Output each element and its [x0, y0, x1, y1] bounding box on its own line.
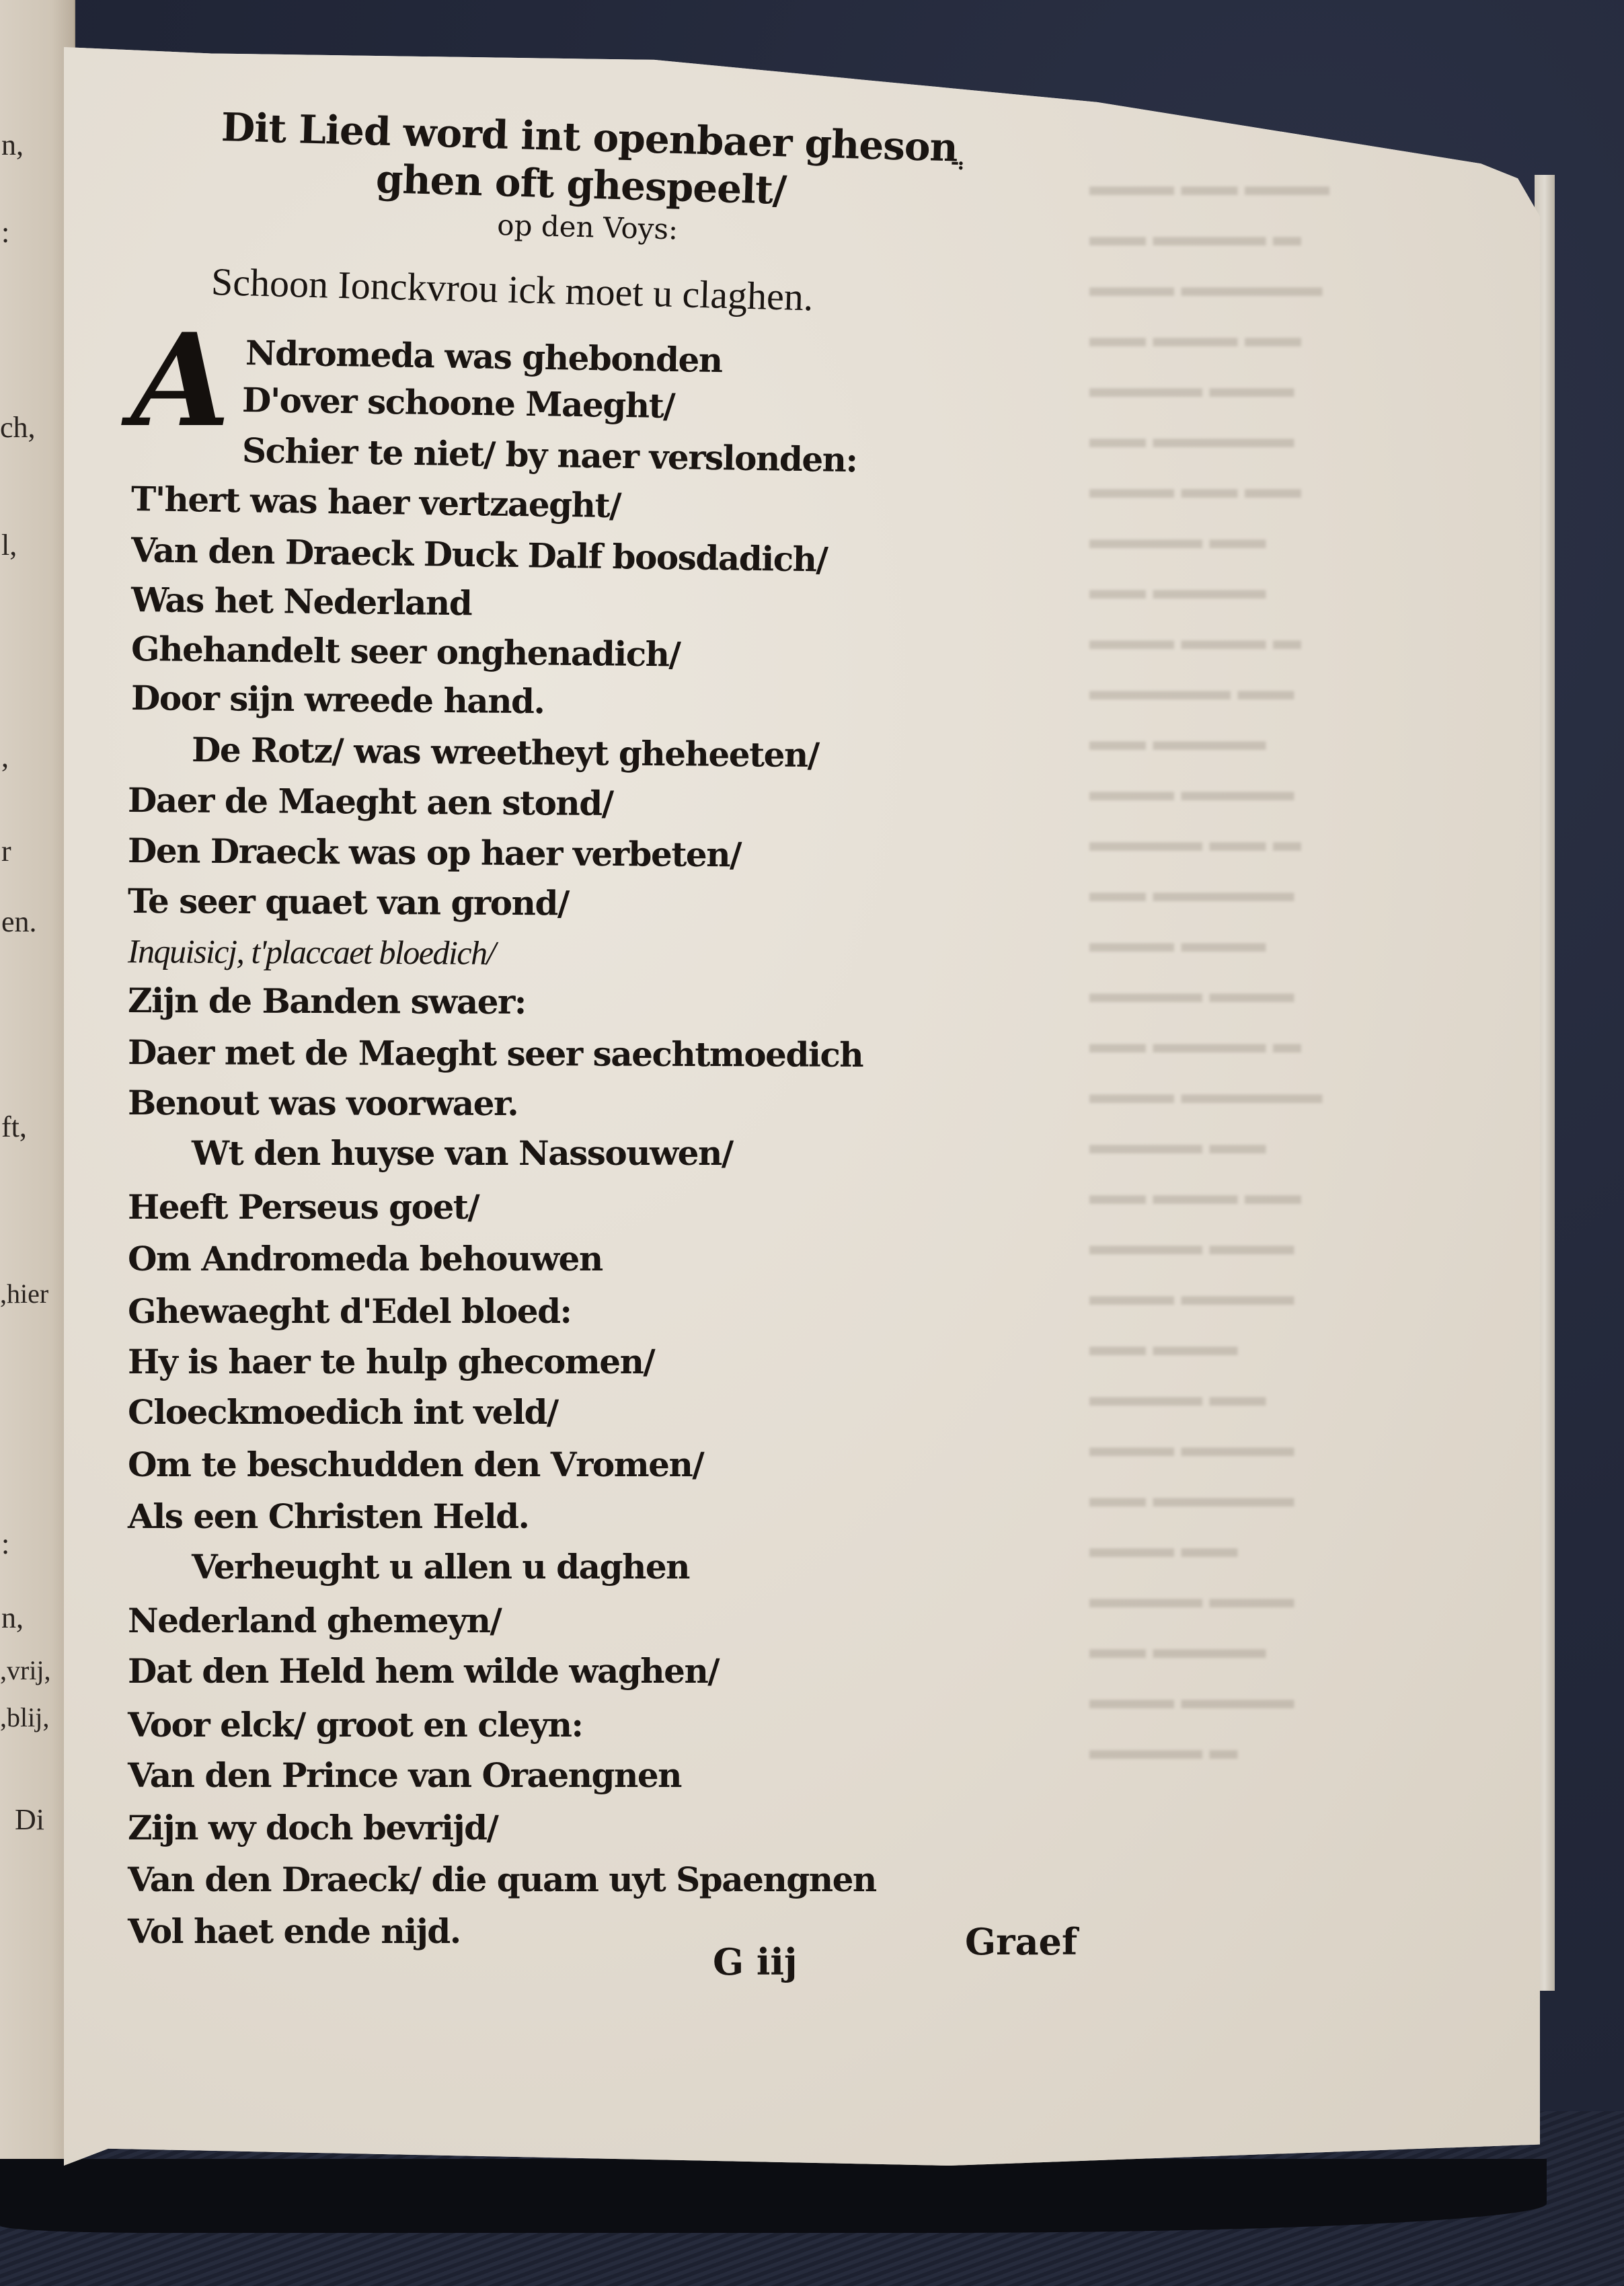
tune-title: Schoon Ionckvrou ick moet u claghen. [210, 259, 814, 319]
verse-line: Van den Draeck Duck Dalf boosdadich/ [130, 530, 828, 580]
verse-line: De Rotz/ was wreetheyt gheheeten/ [191, 730, 819, 775]
left-page-fragment: : [1, 216, 10, 249]
verse-line: Wt den huyse van Nassouwen/ [192, 1133, 733, 1173]
verse-line: Den Draeck was op haer verbeten/ [127, 831, 742, 875]
left-page-fragment: n, [1, 1601, 24, 1634]
verse-line: Zijn wy doch bevrijd/ [128, 1808, 498, 1847]
verse-line: Inquisicj, t'placcaet bloedich/ [127, 932, 496, 972]
verse-line: Cloeckmoedich int veld/ [128, 1392, 558, 1432]
heading-line-1: Dit Lied word int openbaer ghesonֲ [221, 104, 958, 171]
verse-line: Om Andromeda behouwen [128, 1239, 603, 1279]
verse-line: Te seer quaet van grond/ [127, 881, 569, 923]
heading-tune-intro: op den Voys: [496, 208, 679, 246]
verse-line: Als een Christen Held. [128, 1496, 529, 1536]
verse-line: T'hert was haer vertzaeght/ [130, 479, 621, 526]
verse-line: D'over schoone Maeght/ [241, 380, 675, 426]
verse-line: Daer met de Maeght seer saechtmoedich [127, 1032, 863, 1075]
verse-line: Zijn de Banden swaer: [127, 981, 526, 1022]
verse-line: Schier te niet/ by naer verslonden: [241, 430, 857, 480]
verse-line: Ghewaeght d'Edel bloed: [128, 1291, 572, 1331]
left-page-fragment: ch, [0, 411, 36, 444]
heading-line-2: ghen oft ghespeelt/ [375, 156, 787, 214]
verse-line: Daer de Maeght aen stond/ [127, 780, 613, 824]
verse-line: Dat den Held hem wilde waghen/ [128, 1651, 720, 1691]
left-page-fragment: l, [1, 529, 17, 562]
verse-line: Om te beschudden den Vromen/ [128, 1445, 704, 1484]
verse-line: Ghehandelt seer onghenadich/ [130, 629, 681, 675]
verse-line: Nederland ghemeyn/ [128, 1601, 502, 1640]
verse-line: Was het Nederland [130, 580, 472, 623]
verse-line: Heeft Perseus goet/ [128, 1187, 479, 1227]
drop-cap: A [131, 305, 231, 455]
left-page-fragment: : [1, 1527, 10, 1560]
signature-mark: G iij [713, 1940, 798, 1983]
left-page-fragment: ft, [1, 1110, 27, 1143]
left-page-fragment: n, [1, 128, 24, 161]
verse-line: Van den Draeck/ die quam uyt Spaengnen [128, 1860, 876, 1899]
left-page-fragment: ,hier [0, 1279, 49, 1309]
verse-line: Van den Prince van Oraengnen [128, 1755, 681, 1795]
left-page-fragment: Di [15, 1803, 44, 1836]
catchword: Graef [965, 1920, 1078, 1963]
verse-line: Ndromeda was ghebonden [245, 333, 723, 381]
verse-line: Voor elck/ groot en cleyn: [128, 1705, 583, 1745]
left-page-fragment: ,blij, [0, 1702, 50, 1732]
bleed-through-text: ▬▬▬ ▬▬ ▬▬▬ ▬▬ ▬▬▬▬ ▬ ▬▬▬ ▬▬▬▬▬ ▬▬ ▬▬▬ ▬▬ ▬▬▬▬ ▬▬▬ ▬▬ ▬▬▬▬▬ ▬▬▬ ▬▬ ▬▬ ▬▬▬▬ ▬▬ ▬▬ ▬▬▬▬ ▬▬▬ ▬▬▬ ▬ ▬▬▬▬▬ ▬▬ ▬▬ ▬▬▬▬ ▬▬▬ ▬▬▬▬ ▬▬▬▬ ▬▬ ▬ ▬▬ ▬▬▬▬▬ ▬▬▬ ▬▬▬ ▬▬▬▬ ▬▬▬ ▬▬ ▬▬▬▬ ▬ ▬▬▬ ▬▬▬▬▬ ▬▬▬▬ ▬▬ ▬▬ ▬▬▬ ▬▬ ▬▬▬▬ ▬▬▬ ▬▬▬ ▬▬▬▬ ▬▬ ▬▬▬ ▬▬▬▬ ▬▬ ▬▬▬ ▬▬▬▬ ▬▬ ▬▬▬▬▬ ▬▬▬ ▬▬ ▬▬▬▬ ▬▬▬ ▬▬ ▬▬▬▬ ▬▬▬ ▬▬▬▬ ▬▬▬▬ ▬ [1089, 171, 1329, 1765]
left-page-fragment: ,vrij, [0, 1655, 51, 1685]
verse-line: Hy is haer te hulp ghecomen/ [128, 1342, 655, 1381]
verse-line: Door sijn wreede hand. [130, 678, 545, 722]
verse-line: Verheught u allen u daghen [192, 1547, 690, 1587]
left-page-fragment: , [1, 740, 9, 773]
left-page-fragment: en. [1, 905, 37, 938]
left-page-fragment: r [1, 835, 11, 868]
verse-line: Benout was voorwaer. [127, 1083, 518, 1124]
verse-line: Vol haet ende nijd. [128, 1911, 461, 1951]
